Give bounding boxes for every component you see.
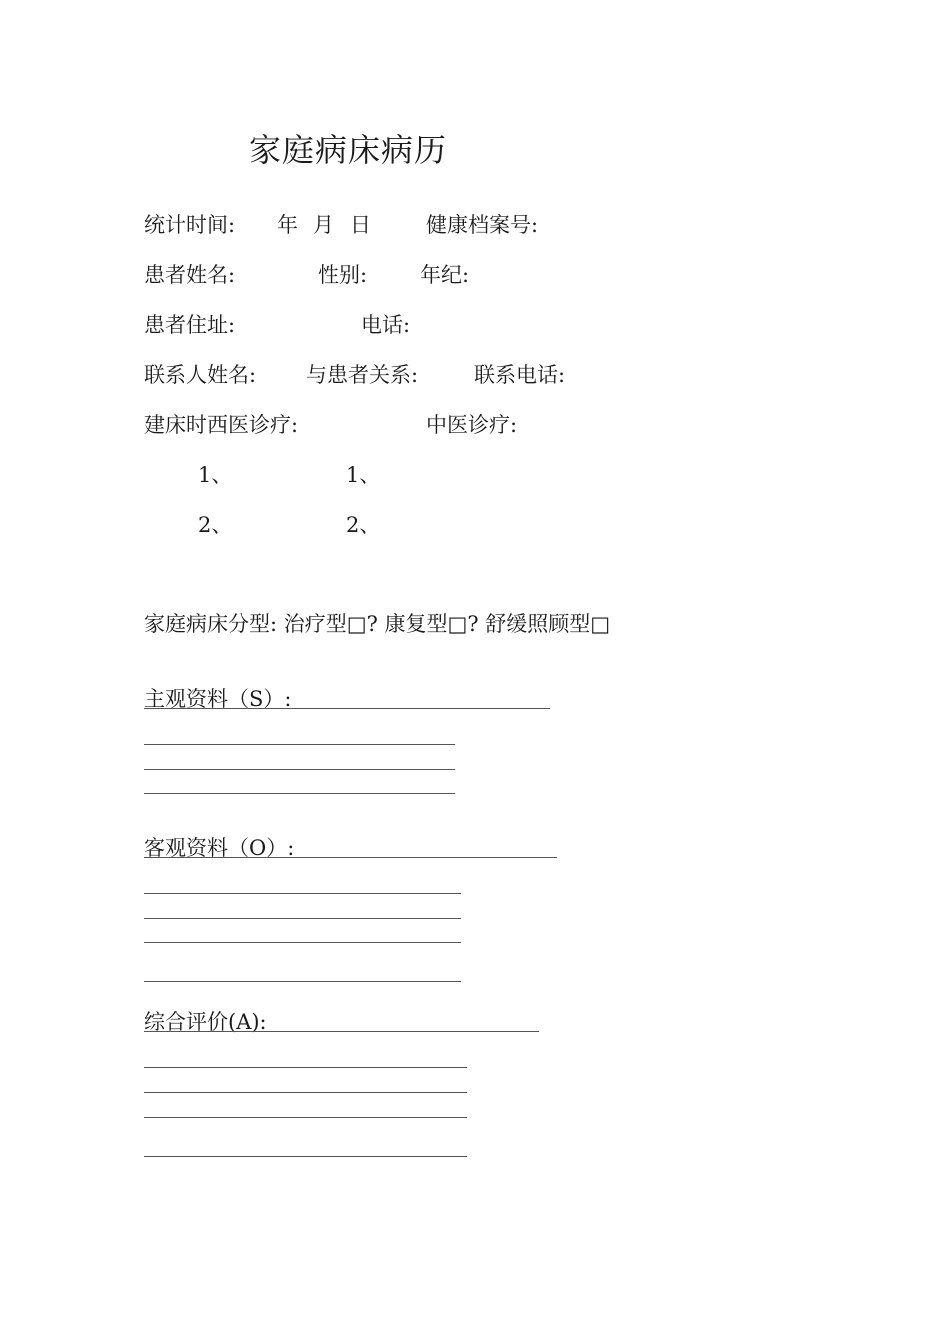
month-label: 月 bbox=[313, 213, 334, 237]
day-label: 日 bbox=[350, 213, 371, 237]
subjective-heading: 主观资料（S）: bbox=[144, 687, 292, 711]
contact-name-label: 联系人姓名: bbox=[144, 363, 257, 387]
assessment-blank-line bbox=[144, 1067, 467, 1068]
western-diagnosis-item-2: 2、 bbox=[198, 513, 233, 537]
objective-blank-line bbox=[144, 981, 461, 982]
tcm-diagnosis-item-2: 2、 bbox=[346, 513, 381, 537]
assessment-blank-line bbox=[144, 1092, 467, 1093]
subjective-heading-underline bbox=[144, 708, 550, 709]
assessment-heading: 综合评价(A): bbox=[144, 1010, 267, 1034]
stat-time-label: 统计时间: bbox=[144, 213, 236, 237]
year-label: 年 bbox=[277, 213, 298, 237]
objective-blank-line bbox=[144, 893, 461, 894]
gender-label: 性别: bbox=[318, 263, 368, 287]
contact-phone-label: 联系电话: bbox=[474, 363, 566, 387]
objective-blank-line bbox=[144, 918, 461, 919]
objective-blank-line bbox=[144, 942, 461, 943]
objective-heading-underline bbox=[144, 857, 557, 858]
assessment-heading-underline bbox=[144, 1031, 539, 1032]
subjective-blank-line bbox=[144, 769, 455, 770]
tcm-diagnosis-label: 中医诊疗: bbox=[426, 413, 518, 437]
assessment-blank-line bbox=[144, 1117, 467, 1118]
age-label: 年纪: bbox=[420, 263, 470, 287]
health-record-no-label: 健康档案号: bbox=[426, 213, 539, 237]
western-diagnosis-label: 建床时西医诊疗: bbox=[144, 413, 299, 437]
patient-name-label: 患者姓名: bbox=[144, 263, 236, 287]
relation-label: 与患者关系: bbox=[306, 363, 419, 387]
western-diagnosis-item-1: 1、 bbox=[198, 463, 233, 487]
assessment-blank-line bbox=[144, 1156, 467, 1157]
address-label: 患者住址: bbox=[144, 313, 236, 337]
subjective-blank-line bbox=[144, 744, 455, 745]
tcm-diagnosis-item-1: 1、 bbox=[346, 463, 381, 487]
subjective-blank-line bbox=[144, 793, 455, 794]
phone-label: 电话: bbox=[361, 313, 411, 337]
page-title: 家庭病床病历 bbox=[249, 131, 448, 169]
objective-heading: 客观资料（O）: bbox=[144, 836, 295, 860]
bed-type-line: 家庭病床分型: 治疗型□? 康复型□? 舒缓照顾型□ bbox=[144, 612, 611, 636]
